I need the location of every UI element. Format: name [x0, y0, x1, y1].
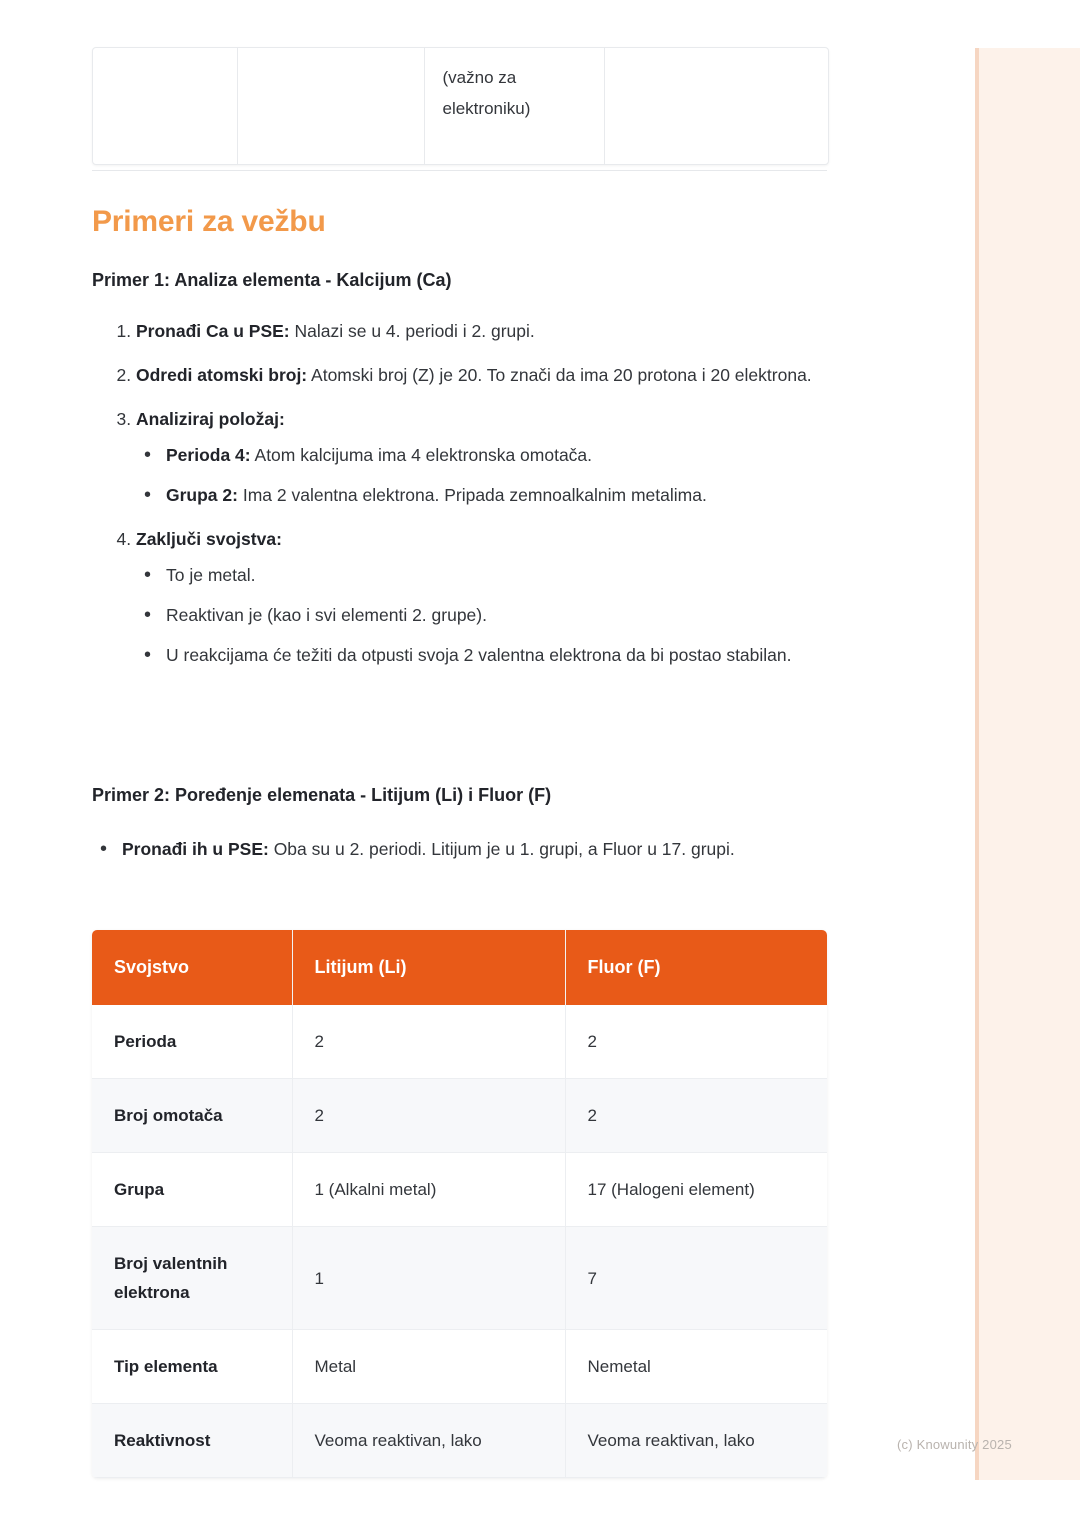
- decorative-right-panel: [975, 48, 1080, 1480]
- list-item: [122, 833, 862, 865]
- list-item: [166, 439, 876, 471]
- list-item: [136, 403, 876, 511]
- row-value-f: 17 (Halogeni element): [565, 1153, 827, 1227]
- continued-cell-1: [93, 48, 237, 164]
- step-lead: Pronađi Ca u PSE:: [136, 321, 290, 341]
- bullet-lead: Pronađi ih u PSE:: [122, 839, 269, 859]
- column-header-svojstvo: Svojstvo: [92, 930, 292, 1005]
- primer1-svojstva-bullets: [136, 559, 876, 671]
- primer1-heading: Primer 1: Analiza elementa - Kalcijum (Ca): [92, 270, 452, 290]
- list-item: [166, 599, 876, 631]
- row-value-f: 2: [565, 1005, 827, 1079]
- column-header-litijum: Litijum (Li): [292, 930, 565, 1005]
- row-key: Tip elementa: [92, 1330, 292, 1404]
- table-row: [92, 1153, 827, 1227]
- list-item: [136, 523, 876, 671]
- list-item: [166, 479, 876, 511]
- bullet-text: U reakcijama će težiti da otpusti svoja 2 valentna elektrona da bi postao stabilan.: [166, 645, 792, 665]
- row-value-li: 1: [292, 1227, 565, 1330]
- table-row: [92, 1330, 827, 1404]
- row-key: Perioda: [92, 1005, 292, 1079]
- bullet-text: Ima 2 valentna elektrona. Pripada zemnoalkalnim metalima.: [237, 485, 707, 505]
- continued-cell-4: [604, 48, 828, 164]
- row-value-li: 1 (Alkalni metal): [292, 1153, 565, 1227]
- primer2-heading: Primer 2: Poređenje elemenata - Litijum (Li) i Fluor (F): [92, 785, 552, 805]
- bullet-text: Atom kalcijuma ima 4 elektronska omotača.: [250, 445, 593, 465]
- row-value-f: Nemetal: [565, 1330, 827, 1404]
- list-item: [166, 559, 876, 591]
- table-row: [92, 1227, 827, 1330]
- row-value-f: 2: [565, 1079, 827, 1153]
- primer1-polozaj-bullets: [136, 439, 876, 511]
- table-row: [92, 1079, 827, 1153]
- primer1-step-list: [92, 315, 876, 683]
- step-lead: Zaključi svojstva:: [136, 529, 282, 549]
- row-key: Reaktivnost: [92, 1404, 292, 1478]
- column-header-fluor: Fluor (F): [565, 930, 827, 1005]
- table-row: [92, 1005, 827, 1079]
- page-title: Primeri za vežbu: [92, 205, 326, 238]
- list-item: [166, 639, 876, 671]
- decorative-right-panel-edge: [975, 48, 979, 1480]
- row-key: Broj omotača: [92, 1079, 292, 1153]
- bullet-lead: Perioda 4:: [166, 445, 251, 465]
- row-value-li: Metal: [292, 1330, 565, 1404]
- bullet-lead: Grupa 2:: [166, 485, 238, 505]
- step-lead: Odredi atomski broj:: [136, 365, 308, 385]
- step-text: Nalazi se u 4. periodi i 2. grupi.: [289, 321, 535, 341]
- row-key: Grupa: [92, 1153, 292, 1227]
- table-row: [93, 48, 828, 164]
- continued-cell-2: [237, 48, 424, 164]
- section-divider: [92, 170, 827, 171]
- watermark-text: (c) Knowunity 2025: [897, 1437, 1012, 1452]
- row-value-li: 2: [292, 1079, 565, 1153]
- row-value-f: 7: [565, 1227, 827, 1330]
- step-lead: Analiziraj položaj:: [136, 409, 285, 429]
- row-value-li: 2: [292, 1005, 565, 1079]
- table-row: [92, 1404, 827, 1478]
- step-text: Atomski broj (Z) je 20. To znači da ima 20 protona i 20 elektrona.: [307, 365, 812, 385]
- primer2-bullet-list: [92, 833, 862, 865]
- list-item: [136, 359, 876, 391]
- continued-cell-3: (važno za elektroniku): [424, 48, 604, 164]
- row-value-f: Veoma reaktivan, lako: [565, 1404, 827, 1478]
- row-value-li: Veoma reaktivan, lako: [292, 1404, 565, 1478]
- bullet-text: Reaktivan je (kao i svi elementi 2. grupe).: [166, 605, 487, 625]
- bullet-text: To je metal.: [166, 565, 256, 585]
- comparison-table: [92, 930, 827, 1478]
- continued-table: [92, 47, 829, 165]
- table-header-row: [92, 930, 827, 1005]
- list-item: [136, 315, 876, 347]
- row-key: Broj valentnih elektrona: [92, 1227, 292, 1330]
- bullet-text: Oba su u 2. periodi. Litijum je u 1. grupi, a Fluor u 17. grupi.: [268, 839, 735, 859]
